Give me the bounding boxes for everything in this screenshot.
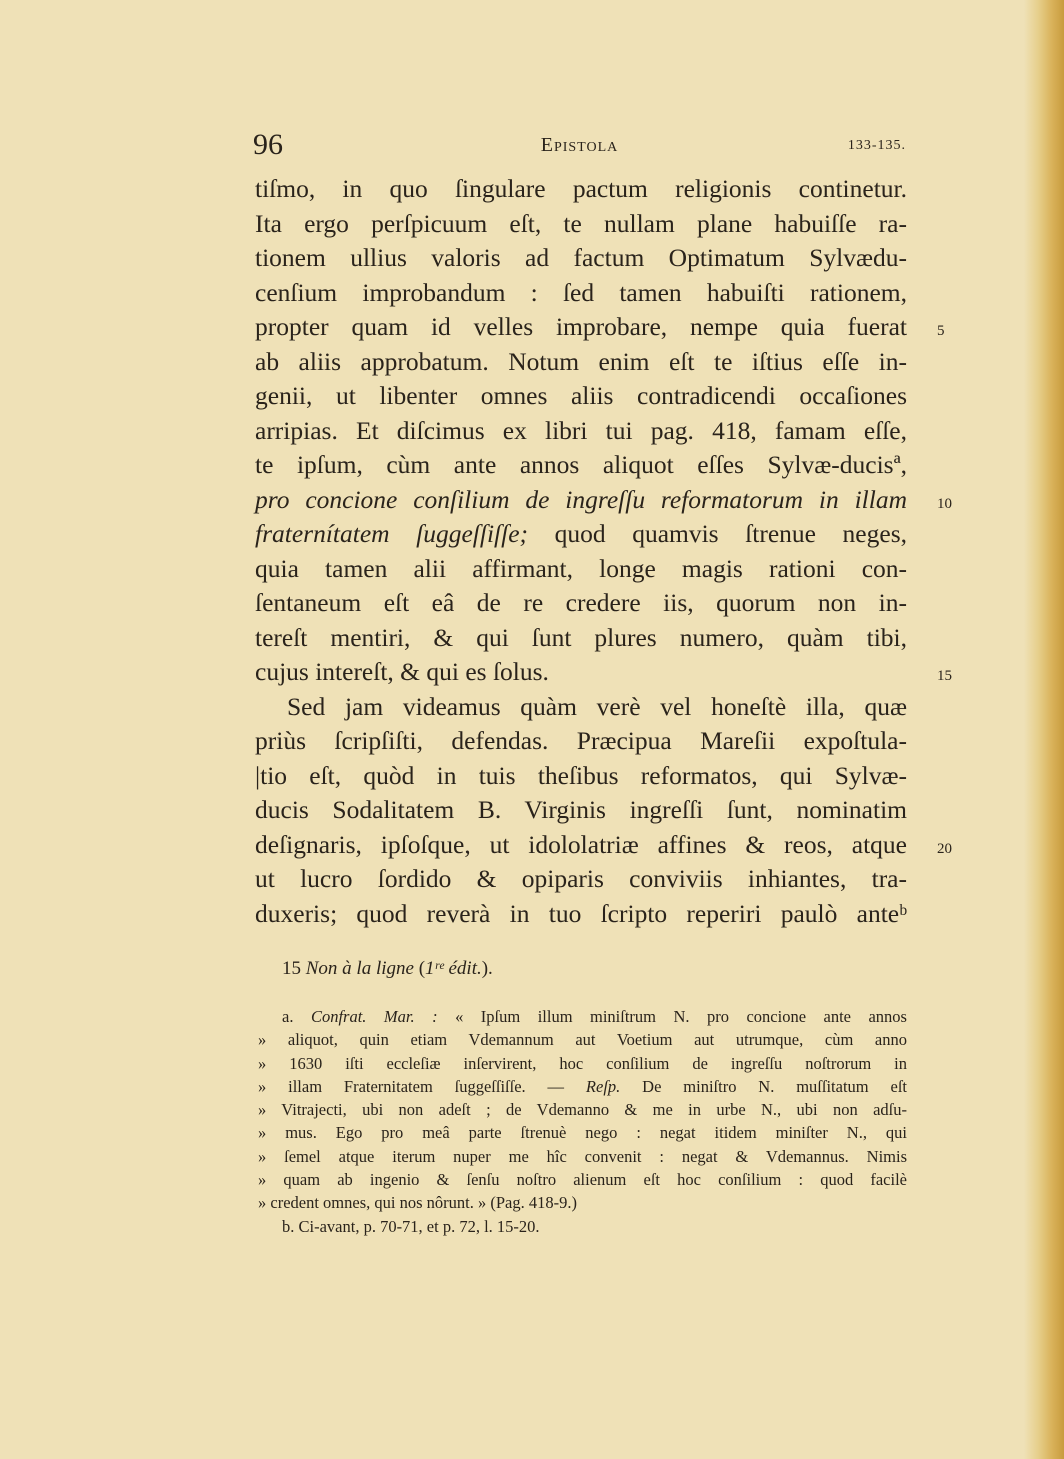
text-line: priùs ſcripſiſti, defendas. Præcipua Mareſii expoſtula- — [255, 726, 907, 755]
footnote-line: b. Ci-avant, p. 70-71, et p. 72, l. 15-20. — [282, 1216, 540, 1236]
footnote-line: » credent omnes, qui nos nôrunt. » (Pag. 418-9.) — [258, 1193, 577, 1213]
text-line: tiſmo, in quo ſingulare pactum religionis continetur. — [255, 174, 907, 203]
variant-text: Non à la ligne — [305, 958, 414, 979]
text-line: duxeris; quod reverà in tuo ſcripto reperiri paulò anteᵇ — [255, 898, 907, 928]
text-line: ſentaneum eſt eâ de re credere iis, quorum non in- — [255, 588, 907, 617]
text-line: Ita ergo perſpicuum eſt, te nullam plane habuiſſe ra- — [255, 208, 907, 238]
page-edge — [1024, 0, 1064, 1459]
line-number: 10 — [937, 495, 952, 512]
italic-phrase: fraternítatem ſuggeſſiſſe; — [255, 519, 529, 548]
footnote-line: » mus. Ego pro meâ parte ſtrenuè nego : negat itidem miniſter N., qui — [258, 1123, 907, 1143]
text-line: ducis Sodalitatem B. Virginis ingreſſi ſunt, nominatim — [255, 795, 907, 824]
footnote-label: a. — [282, 1007, 294, 1026]
text-line: deſignaris, ipſoſque, ut idololatriæ affines & reos, atque 20 — [255, 828, 907, 863]
footnote-line: » ſemel atque iterum nuper me hîc convenit : negat & Vdemannus. Nimis — [258, 1146, 907, 1166]
line-number: 20 — [937, 840, 952, 857]
text-line: tionem ullius valoris ad factum Optimatum Sylvædu- — [255, 243, 907, 272]
text-line: Sed jam videamus quàm verè vel honeſtè illa, quæ — [287, 691, 907, 721]
footnote-line: a. Confrat. Mar. : « Ipſum illum miniſtrum N. pro concione ante annos — [282, 1007, 907, 1026]
footnote-source: Confrat. Mar. : — [310, 1007, 438, 1026]
text-line: quia tamen alii affirmant, longe magis rationi con- — [255, 553, 907, 583]
variant-line-number: 15 — [282, 958, 301, 979]
main-text — [255, 172, 952, 931]
text-line: |tio eſt, quòd in tuis theſibus reformatos, qui Sylvæ- — [255, 760, 907, 790]
footnote-line: » aliquot, quin etiam Vdemannum aut Voetium aut utrumque, cùm anno — [258, 1030, 907, 1050]
response-label: Reſp. — [585, 1076, 621, 1096]
line-number: 15 — [937, 668, 952, 684]
page-header — [253, 128, 906, 164]
text-line: genii, ut libenter omnes aliis contradicendi occaſiones — [255, 381, 907, 410]
text-line: pro concione conſilium de ingreſſu reformatorum in illam 10 — [255, 483, 907, 518]
text-line: ab aliis approbatum. Notum enim eſt te iſtius eſſe in- — [255, 346, 907, 376]
running-title: Epistola — [540, 134, 619, 156]
text-line: cujus intereſt, & qui es ſolus. 15 — [255, 655, 907, 690]
footnote-line: » 1630 iſti eccleſiæ inſervirent, hoc conſilium de ingreſſu noſtrorum in — [258, 1053, 907, 1073]
text-line: tereſt mentiri, & qui ſunt plures numero, quàm tibi, — [255, 622, 907, 652]
text-line: te ipſum, cùm ante annos aliquot eſſes Sylvæ-ducisª, — [255, 450, 907, 479]
footnotes — [258, 1005, 907, 1238]
text-line: arripias. Et diſcimus ex libri tui pag. 418, famam eſſe, — [255, 415, 907, 445]
page-number: 96 — [253, 128, 283, 161]
text-line: ut lucro ſordido & opiparis conviviis inhiantes, tra- — [255, 864, 907, 893]
footnote-line: » illam Fraternitatem ſuggeſſiſſe. — Reſp. De miniſtro N. muſſitatum eſt — [258, 1076, 907, 1096]
line-number: 5 — [937, 323, 945, 339]
footnote-line: » quam ab ingenio & ſenſu noſtro alienum eſt hoc conſilium : quod facilè — [258, 1170, 907, 1190]
variant-note: 15 Non à la ligne (1ʳᵉ édit.). — [282, 958, 493, 979]
text-line: cenſium improbandum : ſed tamen habuiſti rationem, — [255, 277, 907, 307]
page-range: 133-135. — [847, 138, 906, 153]
variant-edition: 1ʳᵉ édit. — [425, 958, 482, 979]
footnote-line: » Vitrajecti, ubi non adeſt ; de Vdemanno & me in urbe N., ubi non adſu- — [258, 1100, 907, 1120]
text-line: propter quam id velles improbare, nempe quia fuerat 5 — [255, 310, 907, 345]
text-line: fraternítatem ſuggeſſiſſe; quod quamvis ſtrenue neges, — [255, 519, 907, 548]
